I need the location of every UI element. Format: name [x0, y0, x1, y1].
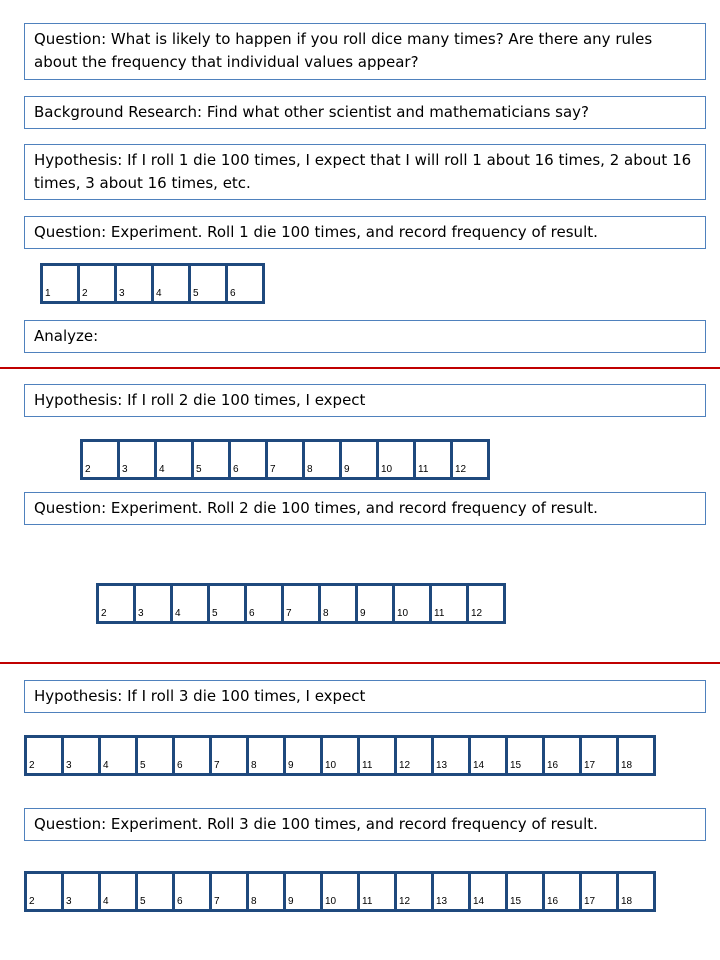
table-cell — [542, 735, 582, 776]
cell-label: 2 — [85, 464, 91, 475]
table-cell — [542, 871, 582, 912]
cell-label: 9 — [288, 896, 294, 907]
cell-label: 3 — [66, 896, 72, 907]
cell-label: 6 — [177, 896, 183, 907]
three-dice-hypothesis-table — [24, 735, 656, 776]
cell-label: 3 — [138, 608, 144, 619]
cell-label: 7 — [286, 608, 292, 619]
cell-label: 3 — [119, 288, 125, 299]
analyze-box: Analyze: — [24, 320, 706, 353]
cell-label: 13 — [436, 896, 448, 907]
two-dice-hypothesis-table — [80, 439, 490, 480]
table-cell — [320, 871, 360, 912]
cell-label: 15 — [510, 760, 522, 771]
cell-label: 4 — [103, 760, 109, 771]
experiment-3-box: Question: Experiment. Roll 3 die 100 times, and record frequency of result. — [24, 808, 706, 841]
table-cell — [429, 583, 469, 624]
cell-label: 14 — [473, 760, 485, 771]
cell-label: 14 — [473, 896, 485, 907]
cell-label: 18 — [621, 760, 633, 771]
cell-label: 5 — [193, 288, 199, 299]
experiment-1-box: Question: Experiment. Roll 1 die 100 times, and record frequency of result. — [24, 216, 706, 249]
cell-label: 12 — [455, 464, 467, 475]
cell-label: 5 — [140, 760, 146, 771]
section-divider-1 — [0, 367, 720, 369]
background-research-box: Background Research: Find what other scientist and mathematicians say? — [24, 96, 706, 129]
table-cell — [61, 735, 101, 776]
table-cell — [225, 263, 265, 304]
table-cell — [24, 735, 64, 776]
cell-label: 8 — [251, 896, 257, 907]
cell-label: 8 — [323, 608, 329, 619]
two-dice-experiment-table — [96, 583, 506, 624]
cell-label: 4 — [156, 288, 162, 299]
cell-label: 11 — [434, 608, 445, 619]
table-cell — [505, 871, 545, 912]
table-cell — [133, 583, 173, 624]
table-cell — [246, 871, 286, 912]
table-cell — [244, 583, 284, 624]
table-cell — [209, 871, 249, 912]
table-cell — [505, 735, 545, 776]
table-cell — [283, 871, 323, 912]
table-cell — [151, 263, 191, 304]
table-cell — [188, 263, 228, 304]
table-cell — [114, 263, 154, 304]
table-cell — [172, 871, 212, 912]
table-cell — [117, 439, 157, 480]
table-cell — [135, 735, 175, 776]
cell-label: 16 — [547, 896, 559, 907]
hypothesis-1-box: Hypothesis: If I roll 1 die 100 times, I expect that I will roll 1 about 16 times, 2 about 16 times, 3 about 16 times, etc. — [24, 144, 706, 200]
cell-label: 6 — [249, 608, 255, 619]
cell-label: 11 — [418, 464, 429, 475]
cell-label: 4 — [103, 896, 109, 907]
table-cell — [468, 871, 508, 912]
cell-label: 7 — [214, 896, 220, 907]
table-cell — [579, 871, 619, 912]
table-cell — [135, 871, 175, 912]
cell-label: 9 — [288, 760, 294, 771]
table-cell — [357, 735, 397, 776]
table-cell — [24, 871, 64, 912]
cell-label: 13 — [436, 760, 448, 771]
table-cell — [281, 583, 321, 624]
cell-label: 3 — [66, 760, 72, 771]
table-cell — [394, 735, 434, 776]
table-cell — [339, 439, 379, 480]
cell-label: 9 — [344, 464, 350, 475]
cell-label: 6 — [230, 288, 236, 299]
table-cell — [228, 439, 268, 480]
cell-label: 16 — [547, 760, 559, 771]
table-cell — [431, 735, 471, 776]
cell-label: 7 — [214, 760, 220, 771]
table-cell — [466, 583, 506, 624]
cell-label: 5 — [212, 608, 218, 619]
one-die-table — [40, 263, 265, 304]
table-cell — [394, 871, 434, 912]
cell-label: 2 — [82, 288, 88, 299]
cell-label: 9 — [360, 608, 366, 619]
cell-label: 12 — [399, 896, 411, 907]
cell-label: 10 — [381, 464, 393, 475]
table-cell — [61, 871, 101, 912]
cell-label: 18 — [621, 896, 633, 907]
cell-label: 12 — [399, 760, 411, 771]
table-cell — [413, 439, 453, 480]
cell-label: 8 — [307, 464, 313, 475]
table-cell — [170, 583, 210, 624]
cell-label: 17 — [584, 896, 596, 907]
table-cell — [468, 735, 508, 776]
table-cell — [80, 439, 120, 480]
cell-label: 11 — [362, 896, 373, 907]
table-cell — [579, 735, 619, 776]
table-cell — [392, 583, 432, 624]
table-cell — [77, 263, 117, 304]
section-divider-2 — [0, 662, 720, 664]
table-cell — [246, 735, 286, 776]
cell-label: 6 — [233, 464, 239, 475]
question-box: Question: What is likely to happen if you roll dice many times? Are there any rules about the frequency that individual values appear? — [24, 23, 706, 80]
table-cell — [355, 583, 395, 624]
cell-label: 5 — [140, 896, 146, 907]
table-cell — [450, 439, 490, 480]
table-cell — [209, 735, 249, 776]
table-cell — [191, 439, 231, 480]
cell-label: 17 — [584, 760, 596, 771]
cell-label: 8 — [251, 760, 257, 771]
experiment-2-box: Question: Experiment. Roll 2 die 100 times, and record frequency of result. — [24, 492, 706, 525]
cell-label: 4 — [159, 464, 165, 475]
table-cell — [154, 439, 194, 480]
table-cell — [172, 735, 212, 776]
table-cell — [376, 439, 416, 480]
table-cell — [357, 871, 397, 912]
hypothesis-3-box: Hypothesis: If I roll 3 die 100 times, I expect — [24, 680, 706, 713]
table-cell — [318, 583, 358, 624]
table-cell — [40, 263, 80, 304]
table-cell — [616, 735, 656, 776]
table-cell — [98, 871, 138, 912]
cell-label: 3 — [122, 464, 128, 475]
cell-label: 2 — [29, 760, 35, 771]
cell-label: 6 — [177, 760, 183, 771]
cell-label: 5 — [196, 464, 202, 475]
cell-label: 7 — [270, 464, 276, 475]
cell-label: 15 — [510, 896, 522, 907]
table-cell — [96, 583, 136, 624]
table-cell — [302, 439, 342, 480]
cell-label: 12 — [471, 608, 483, 619]
table-cell — [320, 735, 360, 776]
three-dice-experiment-table — [24, 871, 656, 912]
table-cell — [616, 871, 656, 912]
cell-label: 10 — [397, 608, 409, 619]
table-cell — [265, 439, 305, 480]
table-cell — [431, 871, 471, 912]
cell-label: 4 — [175, 608, 181, 619]
hypothesis-2-box: Hypothesis: If I roll 2 die 100 times, I expect — [24, 384, 706, 417]
cell-label: 10 — [325, 896, 337, 907]
cell-label: 1 — [45, 288, 51, 299]
cell-label: 10 — [325, 760, 337, 771]
cell-label: 2 — [29, 896, 35, 907]
table-cell — [207, 583, 247, 624]
table-cell — [283, 735, 323, 776]
cell-label: 11 — [362, 760, 373, 771]
table-cell — [98, 735, 138, 776]
cell-label: 2 — [101, 608, 107, 619]
